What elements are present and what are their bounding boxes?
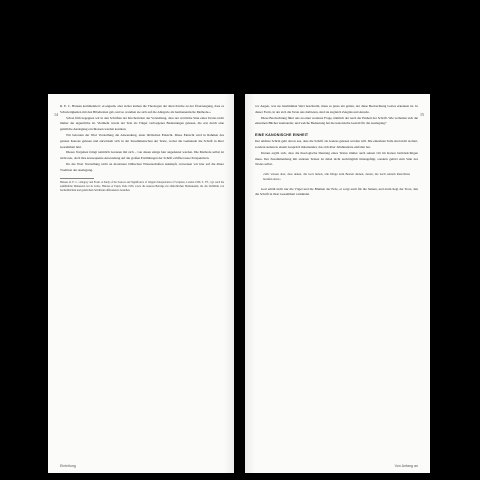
body-paragraph: Daraus ergibt sich, dass die theologische Deutung eines Textes immer auch seinen Ort im Kanon berücksichtigen muss. Der Zusammenhang mit anderen Texten ist dabei nicht nachträglich hinzugefügt, sondern gehört zum Sinn des Textes selbst.	[255, 150, 418, 167]
body-paragraph: R. E. C. Hansen kommentiert: »Langsam, aber sicher kamen die Theologen der alten Kirche zu der Überzeugung, dass es Schwierigkeiten mit den Bibeltexten gab, und so wandten sie sich auf die Allegorie als hermeneutische Methode.«	[60, 104, 224, 114]
left-page	[48, 94, 234, 473]
body-paragraph: Diese Beobachtung führt uns zu einer weiteren Frage, nämlich der nach der Einheit der Schrift. Wie verhalten sich die einzelnen Bücher zueinander, und welche Bedeutung hat die kanonische Gestalt für die Auslegung?	[255, 115, 418, 126]
footnote: Hansen, R. E. C.: Allegory and Event. A Study of the Sources and Significance of Origen's Interpretation of Scripture, London 1959, S. 37f.; vgl. auch die ausführliche Diskussion bei de Lubac, Histoire et Esprit, Paris 1950, sowie die neueren Beiträge zur altkirchlichen Hermeneutik, die das Verhältnis von buchstäblichem und geistlichem Schriftsinn differenziert darstellen.	[60, 180, 224, 192]
body-paragraph: Wir betonten der Wort Vorstellung die Anwendung, einer biblischen Einsicht. Diese Einsicht wird in Rahmen des ganzen Kanons gelesen und entwickelt sich in der Zusammenschau der Texte, wobei die Gemeinde die Schrift in ihrer Gesamtheit hört.	[60, 132, 224, 149]
gutter-shadow	[245, 94, 255, 473]
body-paragraph: Dieses Vorgehen bringt natürlich Grenzen mit sich – von denen einige hier angedeutet werden. Die Methode selbst ist nicht neu, doch ihre konsequente Anwendung auf die großen Erzählungen der Schrift eröffnet neue Perspektiven.	[60, 150, 224, 161]
body-paragraph: Gott erhält nicht nur die Vögel und die Blumen der Erde, er sorgt auch für die Seinen, und darin liegt der Trost, den die Schrift in ihrer Gesamtheit verkündet.	[255, 186, 418, 197]
page-number: 14	[54, 112, 58, 117]
block-quote: »Wir wissen aber, dass denen, die Gott lieben, alle Dinge zum Besten dienen, denen, die nach seinem Ratschluss berufen sind.«	[263, 172, 410, 182]
page-number: 15	[420, 112, 424, 117]
gutter-shadow	[224, 94, 234, 473]
running-foot: Einleitung	[60, 464, 76, 468]
body-paragraph: Der nächste Schritt geht davon aus, dass die Schrift als Ganzes gelesen werden will. Die einzelnen Teile sind nicht isoliert, sondern stehen in einem Gespräch miteinander, das sich über Jahrhunderte entfaltet hat.	[255, 139, 418, 149]
body-paragraph: Da das Wort Vorstellung nicht an modernen biblischen Wissenschaften anknüpft, verweisen wir hier auf die ältere Tradition der Auslegung.	[60, 161, 224, 172]
running-foot: Von Anfang an	[394, 464, 418, 468]
body-paragraph: vor Augen, was sie bestimmten Wert beschreibt, muss es jenes ein gelten, der diese Beobachtung Gottes erkennen ist. In dieser Form, in der sich die Texte uns darbieten, sind sie zugleich Zeugnis und Anrede.	[255, 104, 418, 114]
body-paragraph: Schon früh begegnen wir in den Schriften der Kirchenväter der Vorstellung, dass der wörtliche Sinn eines Textes nicht immer der eigentliche ist. Vielmehr wurde der Text als Träger verborgener Bedeutungen gelesen, die erst durch eine geistliche Auslegung erschlossen werden konnten.	[60, 115, 224, 132]
footnote-rule	[60, 178, 94, 179]
section-heading: EINE KANONISCHE EINHEIT	[255, 133, 309, 138]
right-page	[245, 94, 430, 473]
